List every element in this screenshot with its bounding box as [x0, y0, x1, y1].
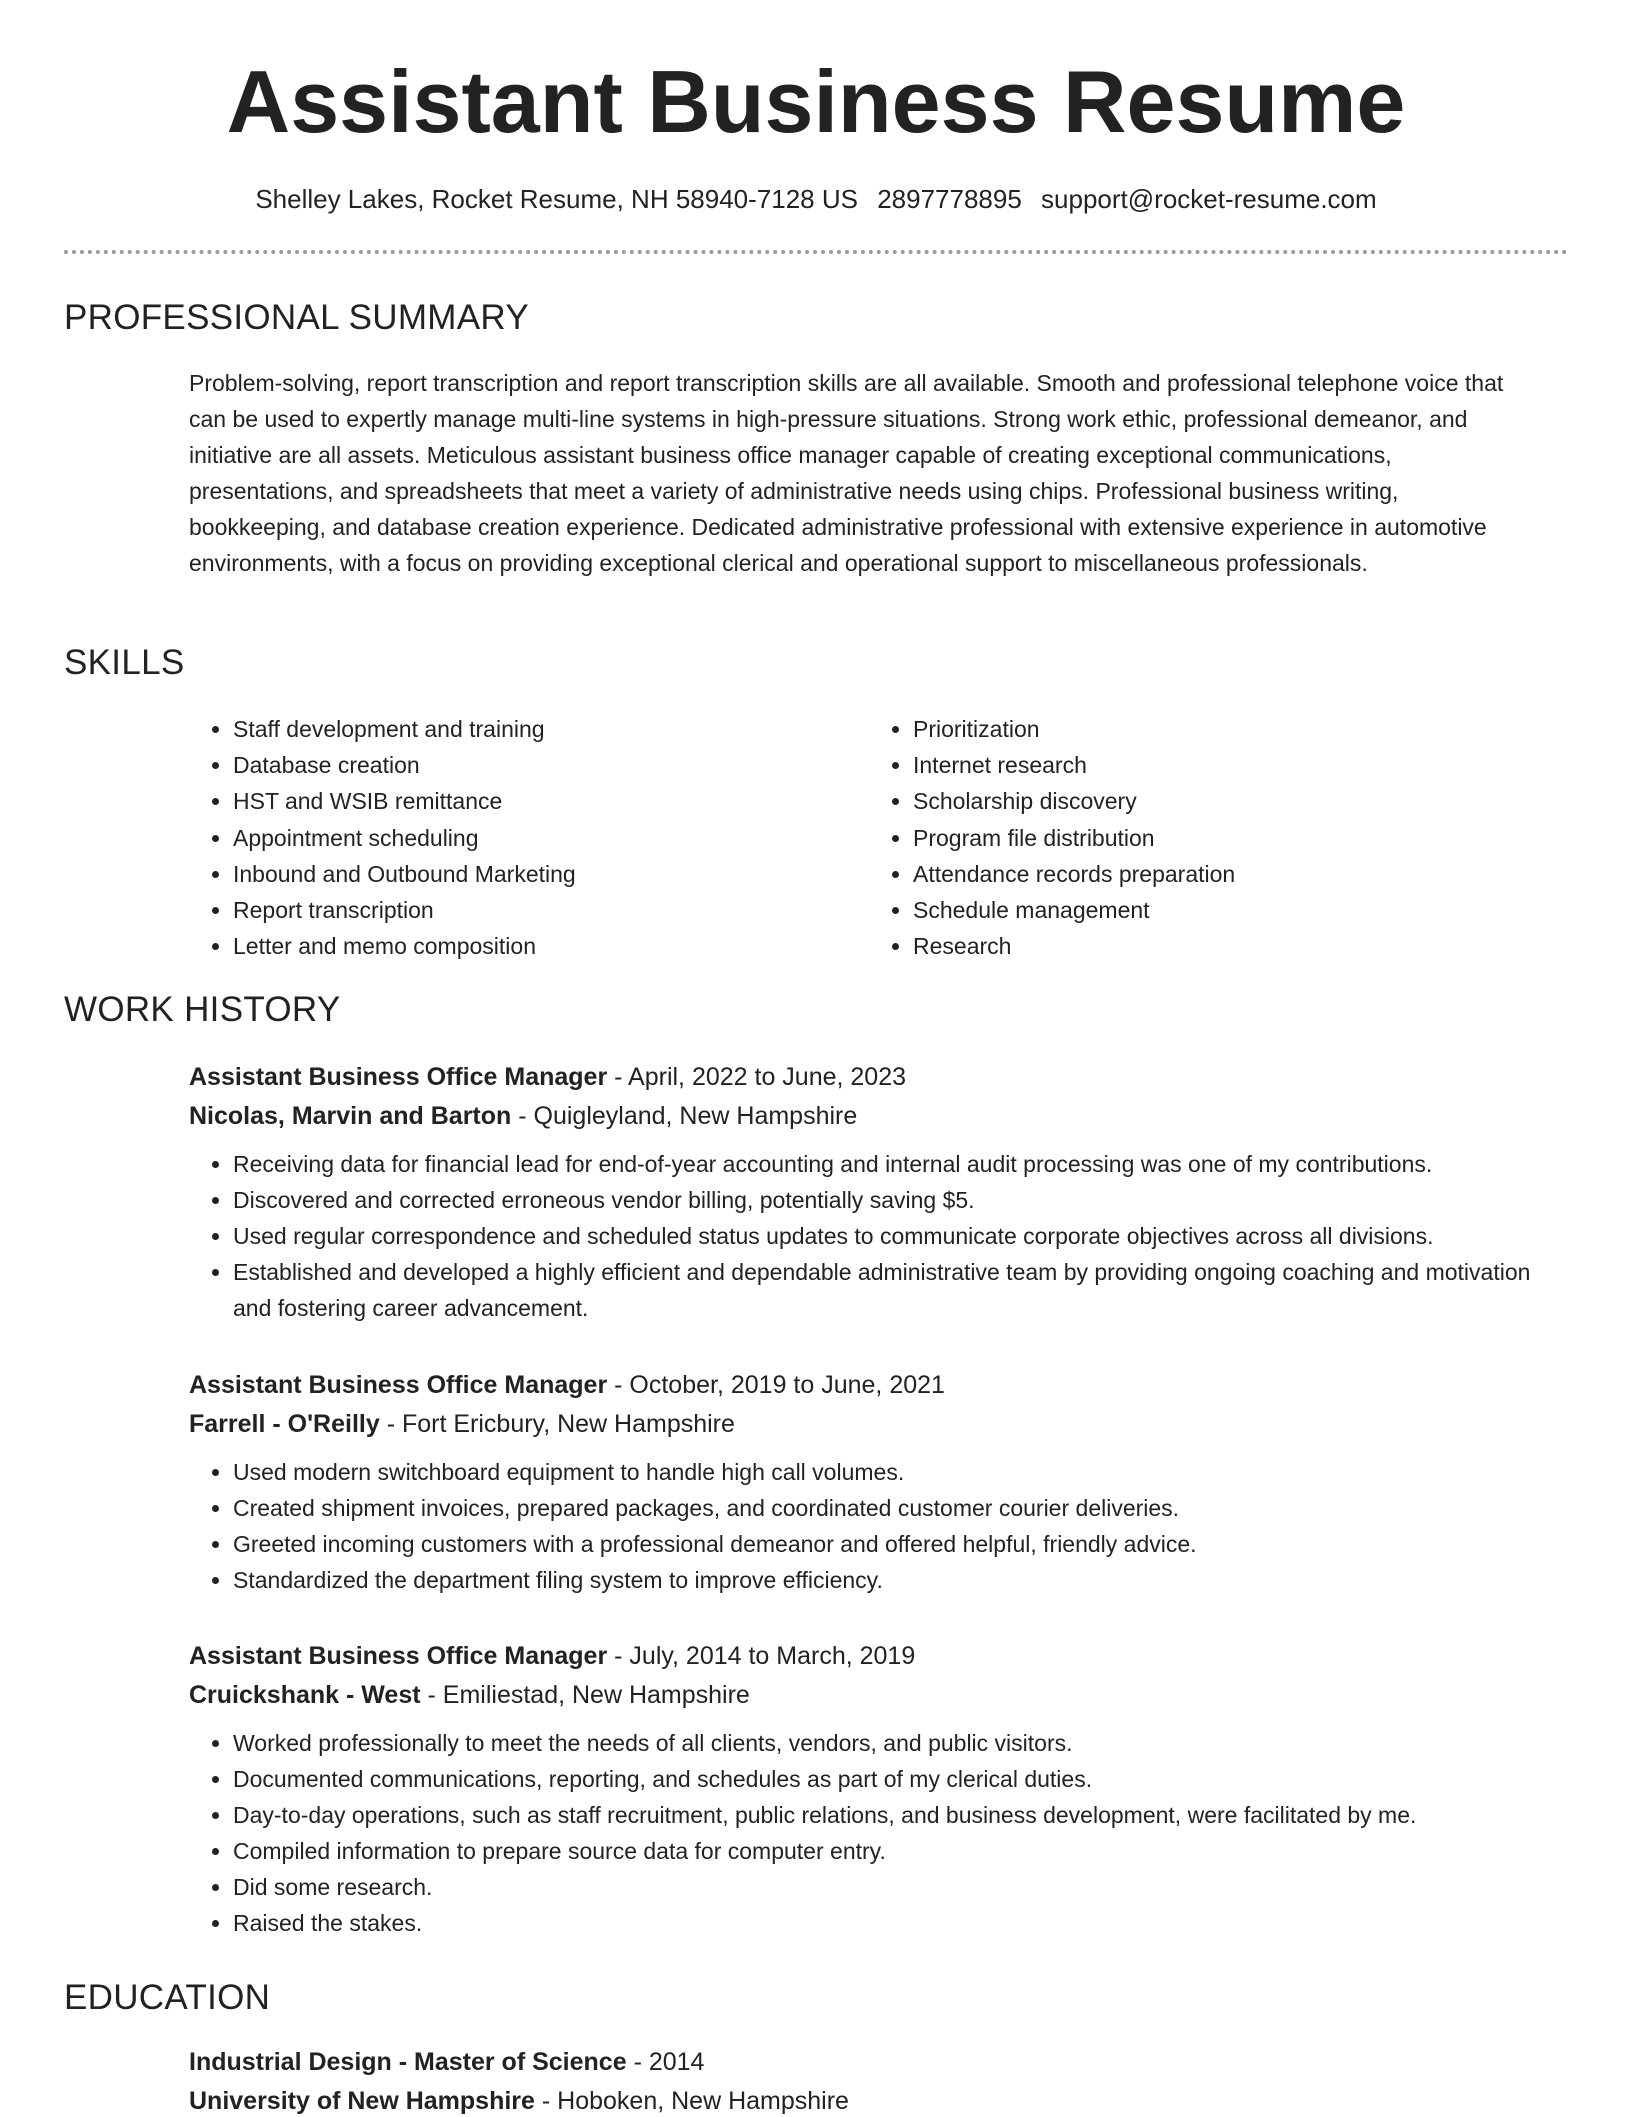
skills-list	[189, 711, 1529, 964]
education-year: - 2014	[626, 2048, 705, 2076]
job-title: Assistant Business Office Manager	[189, 1063, 608, 1091]
job-entry	[189, 1369, 1559, 1598]
skill-item: • Scholarship discovery	[913, 783, 1529, 819]
job-bullet: • Did some research.	[233, 1869, 1559, 1905]
skill-item: • HST and WSIB remittance	[233, 783, 869, 819]
education-location: - Hoboken, New Hampshire	[534, 2087, 849, 2115]
job-dates: - July, 2014 to March, 2019	[607, 1642, 916, 1670]
job-bullet: • Greeted incoming customers with a professional demeanor and offered helpful, friendly advice.	[233, 1526, 1559, 1562]
education-school: University of New Hampshire	[189, 2087, 535, 2115]
job-title-line	[189, 1640, 1559, 1672]
skill-item: • Research	[913, 928, 1529, 964]
skill-item: • Attendance records preparation	[913, 856, 1529, 892]
job-bullet: • Established and developed a highly efficient and dependable administrative team by providing ongoing coaching and motivation and fostering career advancement.	[233, 1254, 1559, 1326]
job-company-line	[189, 1679, 1559, 1711]
skill-item: • Inbound and Outbound Marketing	[233, 856, 869, 892]
job-entry	[189, 1061, 1559, 1326]
job-company: Farrell - O'Reilly	[189, 1410, 380, 1438]
skill-item: • Report transcription	[233, 892, 869, 928]
job-location: - Quigleyland, New Hampshire	[511, 1102, 858, 1130]
contact-phone: 2897778895	[877, 184, 1022, 214]
summary-heading: PROFESSIONAL SUMMARY	[64, 298, 529, 337]
summary-text: Problem-solving, report transcription and report transcription skills are all available. Smooth and professional telephone voice that can be used to expertly manage multi-line systems in high-pressure situations. Strong work ethic, professional demeanor, and initiative are all assets. Meticulous assistant business office manager capable of creating exceptional communications, presentations, and spreadsheets that meet a variety of administrative needs using chips. Professional business writing, bookkeeping, and database creation experience. Dedicated administrative professional with extensive experience in automotive environments, with a focus on providing exceptional clerical and operational support to miscellaneous professionals.	[189, 370, 1504, 576]
skill-item: • Prioritization	[913, 711, 1529, 747]
skill-item: • Database creation	[233, 747, 869, 783]
education-degree-line	[189, 2046, 1559, 2078]
job-title: Assistant Business Office Manager	[189, 1371, 608, 1399]
job-dates: - April, 2022 to June, 2023	[607, 1063, 907, 1091]
job-bullet: • Receiving data for financial lead for end-of-year accounting and internal audit processing was one of my contributions.	[233, 1146, 1559, 1182]
education-school-line	[189, 2085, 1559, 2117]
skills-column-right	[869, 711, 1529, 964]
job-bullet: • Standardized the department filing system to improve efficiency.	[233, 1562, 1559, 1598]
job-bullet: • Used modern switchboard equipment to handle high call volumes.	[233, 1454, 1559, 1490]
contact-address: Shelley Lakes, Rocket Resume, NH 58940-7128 US	[255, 184, 858, 214]
contact-line	[0, 183, 1632, 215]
header-divider	[64, 250, 1568, 254]
skill-item: • Program file distribution	[913, 820, 1529, 856]
job-bullet: • Worked professionally to meet the needs of all clients, vendors, and public visitors.	[233, 1725, 1559, 1761]
job-bullet: • Raised the stakes.	[233, 1905, 1559, 1941]
skill-item: • Staff development and training	[233, 711, 869, 747]
skill-item: • Schedule management	[913, 892, 1529, 928]
job-bullet: • Day-to-day operations, such as staff recruitment, public relations, and business development, were facilitated by me.	[233, 1797, 1559, 1833]
job-bullet: • Documented communications, reporting, and schedules as part of my clerical duties.	[233, 1761, 1559, 1797]
skills-column-left	[189, 711, 869, 964]
job-bullet: • Compiled information to prepare source data for computer entry.	[233, 1833, 1559, 1869]
job-company: Nicolas, Marvin and Barton	[189, 1102, 512, 1130]
skill-item: • Appointment scheduling	[233, 820, 869, 856]
skill-item: • Internet research	[913, 747, 1529, 783]
job-bullet: • Used regular correspondence and scheduled status updates to communicate corporate objectives across all divisions.	[233, 1218, 1559, 1254]
job-company: Cruickshank - West	[189, 1681, 421, 1709]
job-company-line	[189, 1408, 1559, 1440]
education-heading: EDUCATION	[64, 1978, 271, 2017]
job-bullets	[189, 1725, 1559, 1941]
education-degree: Industrial Design - Master of Science	[189, 2048, 627, 2076]
resume-title: Assistant Business Resume	[226, 52, 1406, 151]
skills-heading: SKILLS	[64, 643, 185, 682]
contact-email: support@rocket-resume.com	[1041, 184, 1377, 214]
job-bullet: • Discovered and corrected erroneous vendor billing, potentially saving $5.	[233, 1182, 1559, 1218]
skill-item: • Letter and memo composition	[233, 928, 869, 964]
job-title: Assistant Business Office Manager	[189, 1642, 608, 1670]
work-history-heading: WORK HISTORY	[64, 990, 341, 1029]
job-dates: - October, 2019 to June, 2021	[607, 1371, 945, 1399]
job-bullets	[189, 1454, 1559, 1598]
job-location: - Emiliestad, New Hampshire	[420, 1681, 750, 1709]
job-bullet: • Created shipment invoices, prepared packages, and coordinated customer courier deliveries.	[233, 1490, 1559, 1526]
job-company-line	[189, 1100, 1559, 1132]
job-bullets	[189, 1146, 1559, 1326]
job-location: - Fort Ericbury, New Hampshire	[379, 1410, 735, 1438]
job-title-line	[189, 1061, 1559, 1093]
job-entry	[189, 1640, 1559, 1941]
job-title-line	[189, 1369, 1559, 1401]
education-entry	[189, 2046, 1559, 2117]
